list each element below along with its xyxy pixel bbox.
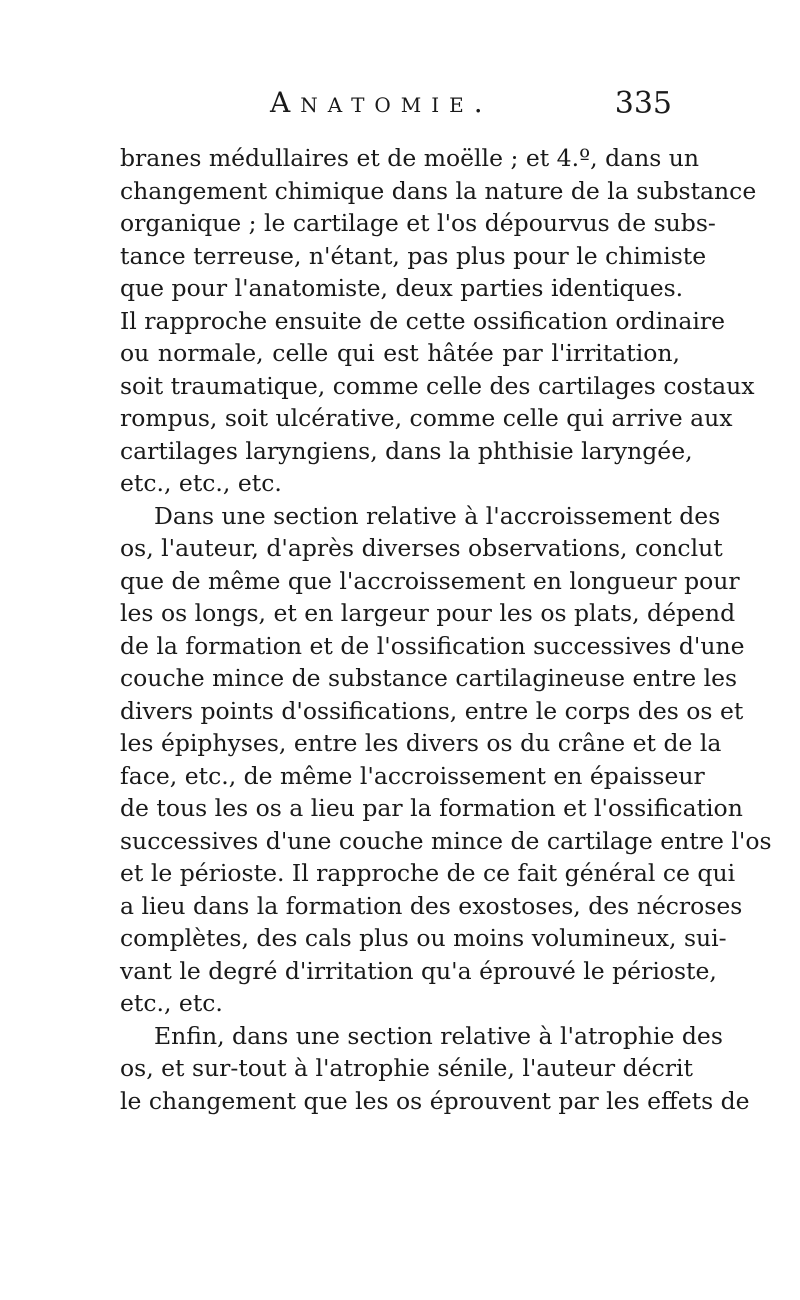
text-line: les épiphyses, entre les divers os du crâne et de la	[120, 729, 722, 757]
text-line: de la formation et de l'ossification successives d'une	[120, 631, 745, 660]
text-line: que de même que l'accroissement en longueur pour	[120, 566, 740, 595]
text-line: ou normale, celle qui est hâtée par l'irritation,	[120, 339, 680, 367]
text-line: cartilages laryngiens, dans la phthisie laryngée,	[120, 436, 693, 465]
text-line: face, etc., de même l'accroissement en épaisseur	[120, 761, 705, 790]
page-number: 335	[614, 86, 672, 121]
text-line: os, et sur-tout à l'atrophie sénile, l'auteur décrit	[120, 1054, 693, 1082]
text-line: que pour l'anatomiste, deux parties identiques.	[120, 274, 684, 302]
paragraph-first-line: Enfin, dans une section relative à l'atrophie des	[154, 1021, 723, 1050]
text-line: branes médullaires et de moëlle ; et 4.º, dans un	[120, 144, 700, 172]
text-line: divers points d'ossifications, entre le corps des os et	[120, 696, 744, 725]
text-line: complètes, des cals plus ou moins volumineux, sui-	[120, 924, 727, 952]
text-line: changement chimique dans la nature de la substance	[120, 176, 757, 205]
text-line: vant le degré d'irritation qu'a éprouvé le périoste,	[120, 956, 717, 985]
text-line: les os longs, et en largeur pour les os plats, dépend	[120, 599, 736, 627]
page-header	[120, 86, 680, 130]
text-line: et le périoste. Il rapproche de ce fait général ce qui	[120, 859, 736, 887]
text-line: rompus, soit ulcérative, comme celle qui arrive aux	[120, 404, 733, 432]
text-line: soit traumatique, comme celle des cartilages costaux	[120, 371, 755, 400]
text-line: Il rapproche ensuite de cette ossification ordinaire	[120, 306, 726, 335]
running-title: Anatomie.	[270, 86, 493, 119]
text-line: a lieu dans la formation des exostoses, des nécroses	[120, 891, 743, 920]
text-line: de tous les os a lieu par la formation et l'ossification	[120, 794, 743, 822]
text-line: etc., etc., etc.	[120, 469, 282, 497]
text-line: organique ; le cartilage et l'os dépourvus de subs-	[120, 209, 716, 237]
text-line: tance terreuse, n'étant, pas plus pour le chimiste	[120, 241, 707, 270]
text-line: couche mince de substance cartilagineuse entre les	[120, 664, 738, 692]
text-line: etc., etc.	[120, 989, 223, 1017]
text-line: le changement que les os éprouvent par les effets de	[120, 1086, 750, 1115]
text-line: os, l'auteur, d'après diverses observations, conclut	[120, 534, 723, 562]
text-line: successives d'une couche mince de cartilage entre l'os	[120, 826, 772, 855]
paragraph-first-line: Dans une section relative à l'accroissement des	[154, 501, 721, 530]
body-text	[120, 142, 772, 1117]
